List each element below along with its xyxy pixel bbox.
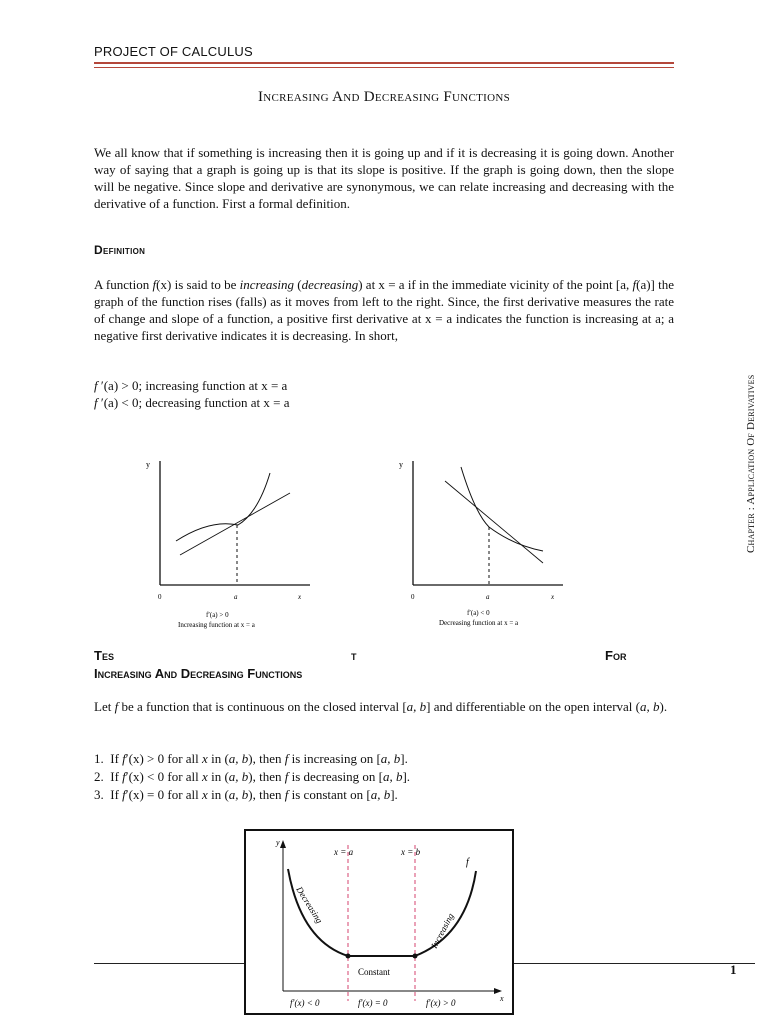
footer-rule-left	[94, 963, 244, 964]
page-number: 1	[730, 962, 737, 977]
svg-text:x = b: x = b	[401, 847, 421, 857]
condition-label: f′(a) > 0	[206, 611, 229, 619]
svg-text:x: x	[298, 593, 302, 601]
svg-text:f: f	[466, 857, 469, 868]
test-heading-word-3: For	[605, 648, 627, 663]
chapter-side-label: Chapter : Application Of Derivatives	[745, 374, 757, 553]
graph-decreasing	[393, 455, 573, 635]
intro-paragraph: We all know that if something is increasing then it is going up and if it is decreasing it is going down. Another way of saying that a graph is going up is that its slope is positive. If the graph is going down, then the slope will be negative. Since slope and derivative are synonymous, we can relate increasing and decreasing with the derivative of a function. First a formal definition.	[94, 145, 674, 211]
rule-increasing: f ′(a) > 0; increasing function at x = a	[94, 378, 288, 393]
page-title: Increasing And Decreasing Functions	[257, 89, 511, 105]
decreasing-curve	[461, 467, 543, 551]
test-heading-line-2: Increasing And Decreasing Functions	[94, 666, 303, 681]
list-item: 3. If f′(x) = 0 for all x in (a, b), then f is constant on [a, b].	[94, 787, 398, 802]
svg-text:Constant: Constant	[358, 967, 391, 977]
graph-increasing	[140, 455, 320, 635]
tangent-line	[445, 481, 543, 563]
definition-heading: Definition	[94, 243, 146, 257]
svg-text:a: a	[486, 593, 490, 601]
svg-text:Increasing: Increasing	[428, 911, 456, 950]
point-a	[346, 954, 351, 959]
footer-rule-right	[514, 963, 755, 964]
svg-text:f′(x) = 0: f′(x) = 0	[358, 998, 388, 1008]
svg-text:0: 0	[158, 593, 162, 601]
svg-text:a: a	[234, 593, 238, 601]
svg-text:f′(x) < 0: f′(x) < 0	[290, 998, 320, 1008]
header-rule-thick	[94, 62, 674, 64]
svg-text:x: x	[551, 593, 555, 601]
svg-text:0: 0	[411, 593, 415, 601]
constant-figure-frame	[244, 829, 514, 1015]
condition-label: f′(a) < 0	[467, 609, 490, 617]
tangent-line	[180, 493, 290, 555]
rule-decreasing: f ′(a) < 0; decreasing function at x = a	[94, 395, 290, 410]
svg-text:Decreasing: Decreasing	[294, 884, 325, 925]
derivative-rules	[94, 377, 674, 411]
y-label: y	[399, 460, 403, 469]
test-heading-word-1: Tes	[94, 648, 114, 663]
test-list	[94, 750, 674, 804]
svg-text:y: y	[276, 838, 280, 847]
y-label: y	[146, 460, 150, 469]
graph-caption: Decreasing function at x = a	[439, 619, 519, 627]
test-intro: Let f be a function that is continuous on the closed interval [a, b] and differentiable on the open interval (a, b).	[94, 699, 668, 714]
point-b	[413, 954, 418, 959]
svg-text:f′(x) > 0: f′(x) > 0	[426, 998, 456, 1008]
svg-text:x = a: x = a	[334, 847, 354, 857]
list-item: 1. If f′(x) > 0 for all x in (a, b), then f is increasing on [a, b].	[94, 751, 408, 766]
test-heading-word-2: t	[351, 648, 357, 663]
graph-caption: Increasing function at x = a	[178, 621, 255, 629]
header-rule-thin	[94, 67, 674, 68]
running-header: PROJECT OF CALCULUS	[94, 44, 253, 59]
constant-figure	[246, 831, 512, 1013]
list-item: 2. If f′(x) < 0 for all x in (a, b), then f is decreasing on [a, b].	[94, 769, 411, 784]
svg-text:x: x	[500, 994, 504, 1003]
definition-paragraph: A function f(x) is said to be increasing (decreasing) at x = a if in the immediate vicinity of the point [a, f(a)] the graph of the function rises (falls) as it moves from left to the right. Since, the first derivative measures the rate of change and slope of a function, a positive first derivative at x = a indicates the function is increasing at a; a negative first derivative indicates it is decreasing. In short,	[94, 277, 675, 343]
